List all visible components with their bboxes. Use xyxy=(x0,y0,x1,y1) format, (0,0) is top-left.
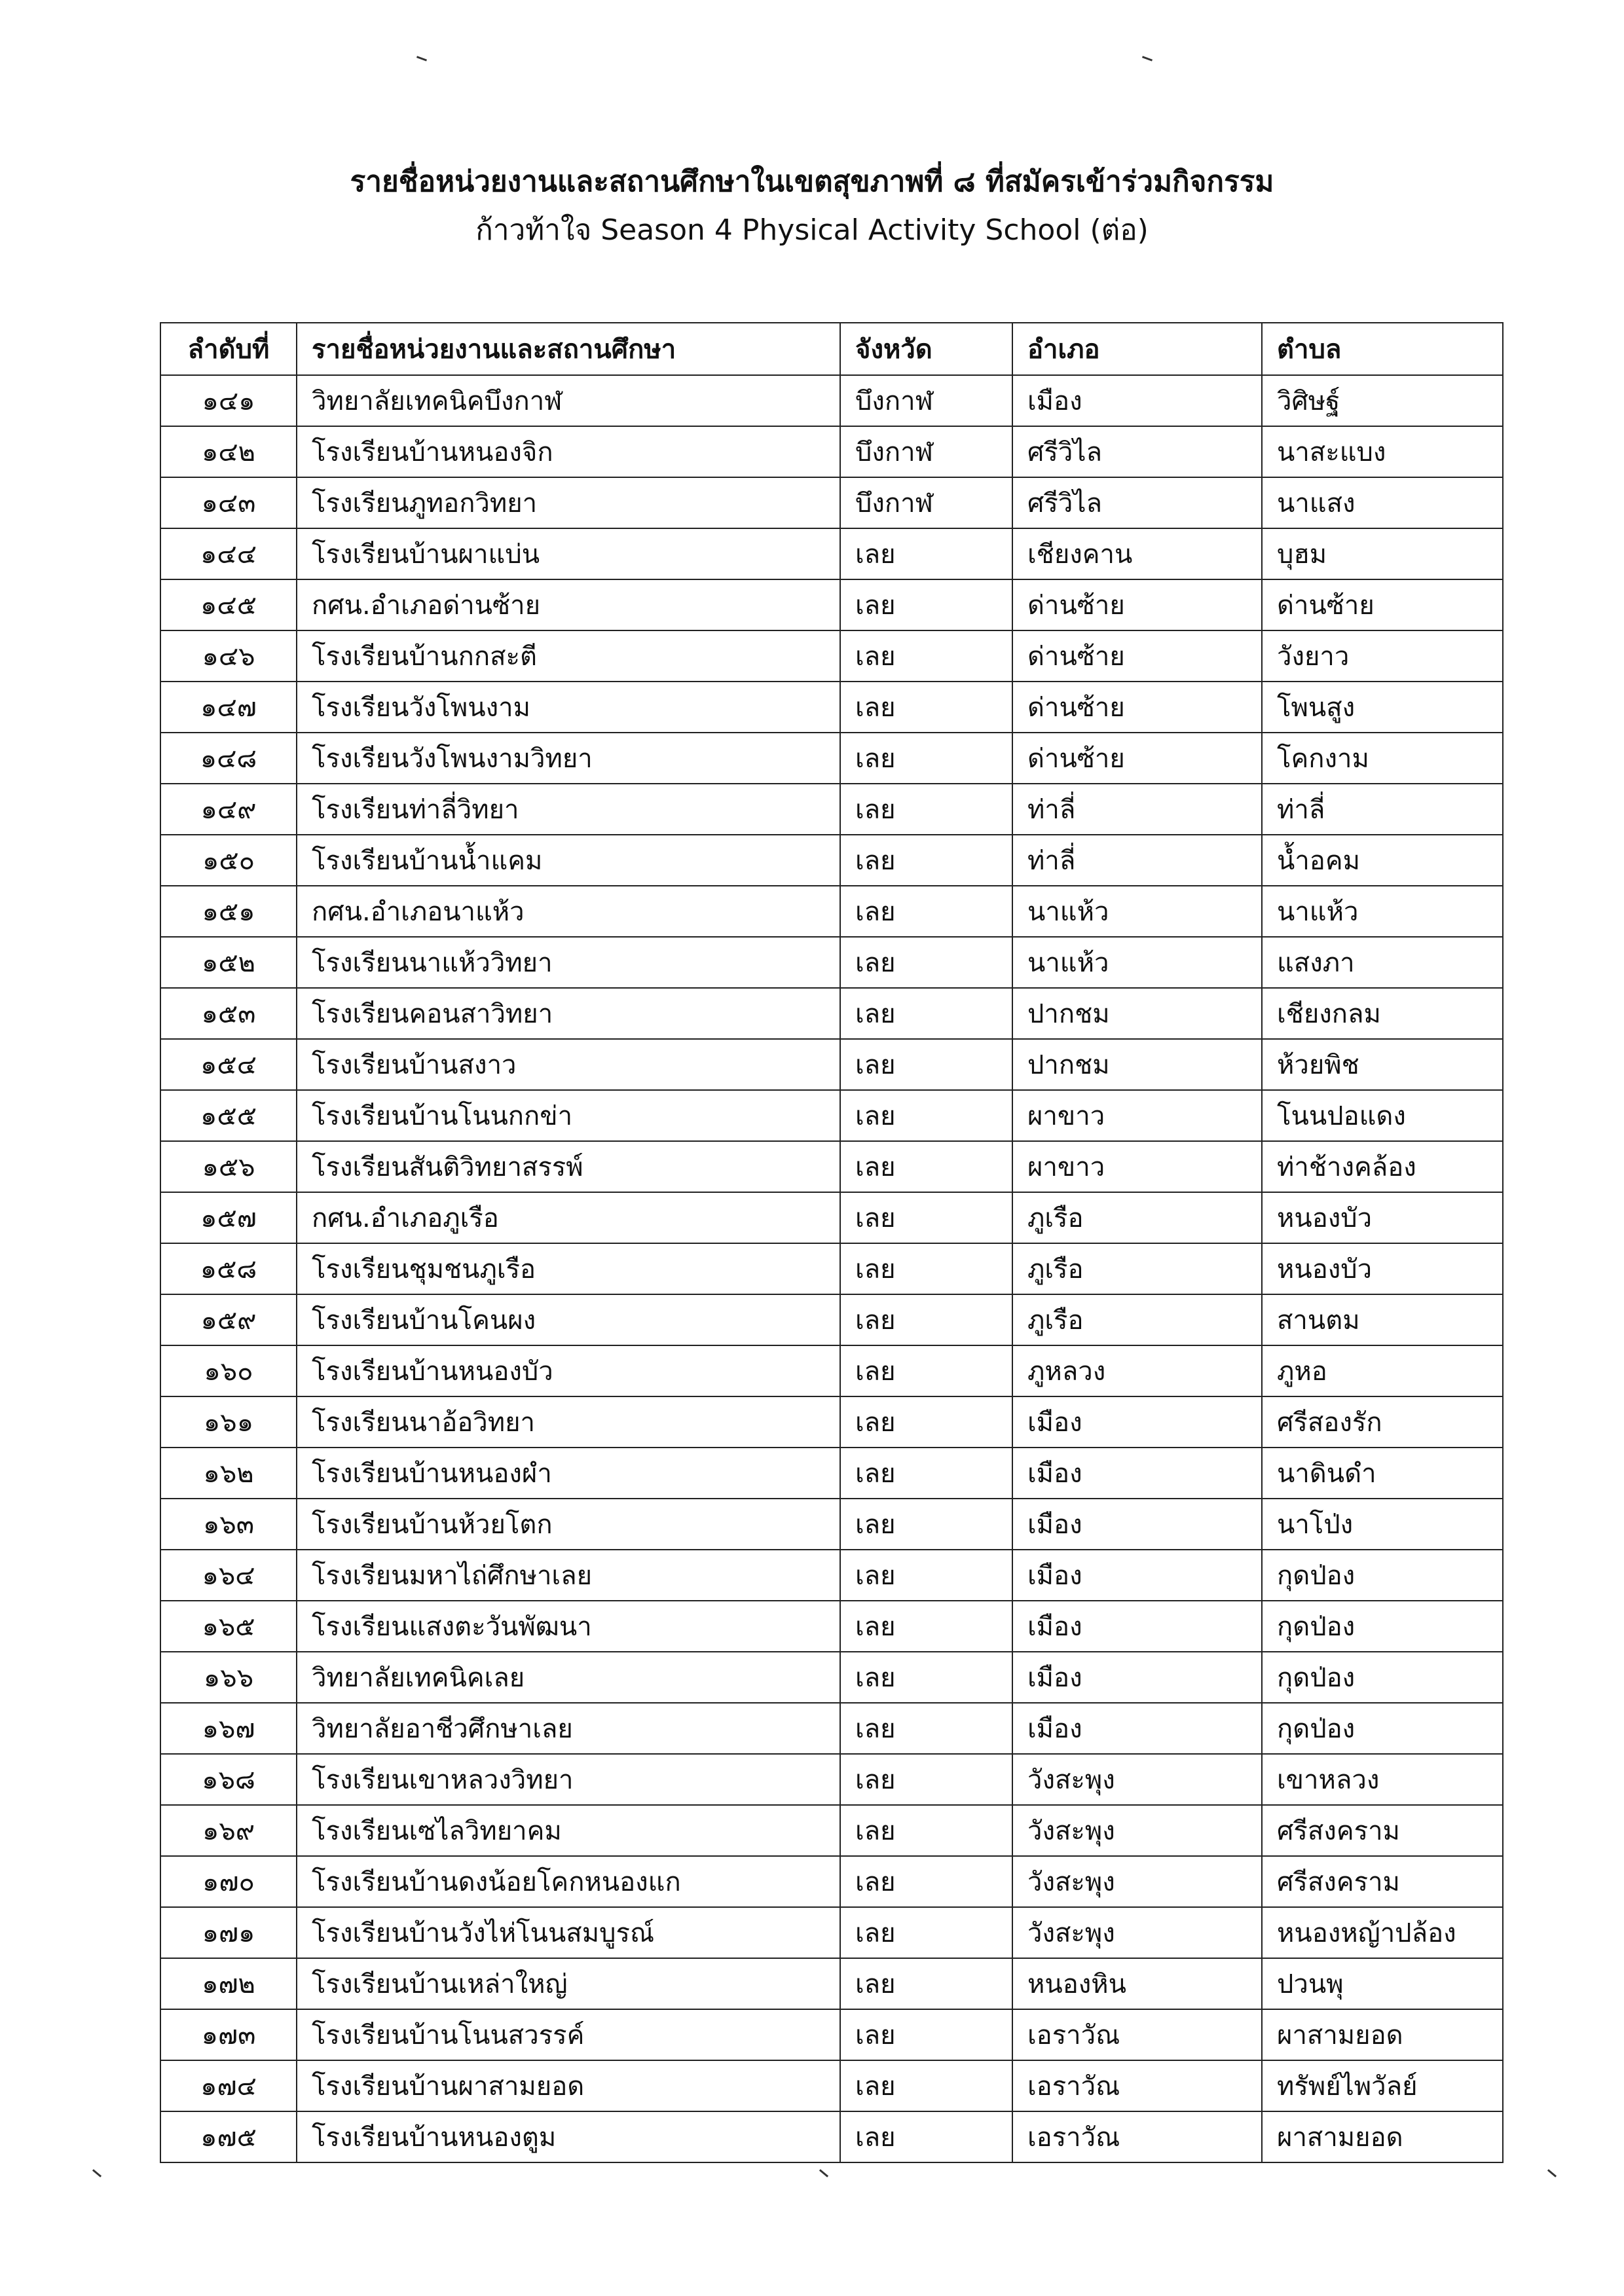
header-subdistrict: ตำบล xyxy=(1262,323,1503,375)
table-row xyxy=(160,375,1503,426)
province-cell: เลย xyxy=(840,1550,1012,1601)
table-row xyxy=(160,1192,1503,1243)
table-row xyxy=(160,426,1503,477)
order-number-cell: ๑๔๕ xyxy=(160,579,297,630)
order-number-cell: ๑๗๒ xyxy=(160,1958,297,2009)
subdistrict-cell: ผาสามยอด xyxy=(1262,2111,1503,2162)
organization-name-cell: วิทยาลัยอาชีวศึกษาเลย xyxy=(297,1703,840,1754)
order-number-cell: ๑๔๑ xyxy=(160,375,297,426)
district-cell: ปากชม xyxy=(1012,1039,1262,1090)
table-row xyxy=(160,988,1503,1039)
order-number-cell: ๑๕๔ xyxy=(160,1039,297,1090)
subdistrict-cell: ศรีสองรัก xyxy=(1262,1396,1503,1448)
province-cell: เลย xyxy=(840,1396,1012,1448)
subdistrict-cell: วังยาว xyxy=(1262,630,1503,682)
table-row xyxy=(160,1090,1503,1141)
province-cell: เลย xyxy=(840,528,1012,579)
district-cell: ท่าลี่ xyxy=(1012,784,1262,835)
province-cell: เลย xyxy=(840,937,1012,988)
table-row xyxy=(160,1345,1503,1396)
header-district: อำเภอ xyxy=(1012,323,1262,375)
order-number-cell: ๑๔๗ xyxy=(160,682,297,733)
table-row xyxy=(160,2111,1503,2162)
scan-mark-top-left xyxy=(416,56,427,61)
subdistrict-cell: ภูหอ xyxy=(1262,1345,1503,1396)
document-subtitle: ก้าวท้าใจ Season 4 Physical Activity School (ต่อ) xyxy=(475,213,1149,247)
organization-name-cell: โรงเรียนวังโพนงาม xyxy=(297,682,840,733)
organization-name-cell: โรงเรียนสันติวิทยาสรรพ์ xyxy=(297,1141,840,1192)
order-number-cell: ๑๖๕ xyxy=(160,1601,297,1652)
table-row xyxy=(160,1141,1503,1192)
organization-name-cell: โรงเรียนบ้านวังไห่โนนสมบูรณ์ xyxy=(297,1907,840,1958)
subdistrict-cell: นาสะแบง xyxy=(1262,426,1503,477)
organization-name-cell: โรงเรียนบ้านดงน้อยโคกหนองแก xyxy=(297,1856,840,1907)
table-row xyxy=(160,1754,1503,1805)
organization-name-cell: โรงเรียนมหาไถ่ศึกษาเลย xyxy=(297,1550,840,1601)
district-cell: เมือง xyxy=(1012,1448,1262,1499)
organization-name-cell: โรงเรียนคอนสาวิทยา xyxy=(297,988,840,1039)
subdistrict-cell: ด่านซ้าย xyxy=(1262,579,1503,630)
province-cell: เลย xyxy=(840,579,1012,630)
organization-name-cell: โรงเรียนบ้านโคนผง xyxy=(297,1294,840,1345)
organization-table xyxy=(160,322,1504,2163)
district-cell: นาแห้ว xyxy=(1012,937,1262,988)
province-cell: เลย xyxy=(840,1345,1012,1396)
district-cell: นาแห้ว xyxy=(1012,886,1262,937)
province-cell: เลย xyxy=(840,630,1012,682)
district-cell: เมือง xyxy=(1012,1550,1262,1601)
district-cell: เมือง xyxy=(1012,1499,1262,1550)
scan-mark-bottom-left xyxy=(92,2169,101,2178)
subdistrict-cell: บุฮม xyxy=(1262,528,1503,579)
district-cell: ภูเรือ xyxy=(1012,1192,1262,1243)
organization-name-cell: โรงเรียนเซไลวิทยาคม xyxy=(297,1805,840,1856)
subdistrict-cell: ศรีสงคราม xyxy=(1262,1805,1503,1856)
district-cell: ปากชม xyxy=(1012,988,1262,1039)
subdistrict-cell: กุดป่อง xyxy=(1262,1652,1503,1703)
order-number-cell: ๑๖๒ xyxy=(160,1448,297,1499)
subdistrict-cell: ท่าลี่ xyxy=(1262,784,1503,835)
subdistrict-cell: ห้วยพิช xyxy=(1262,1039,1503,1090)
subdistrict-cell: หนองบัว xyxy=(1262,1192,1503,1243)
province-cell: เลย xyxy=(840,1856,1012,1907)
order-number-cell: ๑๗๑ xyxy=(160,1907,297,1958)
district-cell: ด่านซ้าย xyxy=(1012,733,1262,784)
organization-name-cell: โรงเรียนบ้านหนองบัว xyxy=(297,1345,840,1396)
district-cell: ท่าลี่ xyxy=(1012,835,1262,886)
district-cell: เอราวัณ xyxy=(1012,2009,1262,2060)
organization-name-cell: โรงเรียนบ้านห้วยโตก xyxy=(297,1499,840,1550)
subdistrict-cell: โคกงาม xyxy=(1262,733,1503,784)
subdistrict-cell: นาโป่ง xyxy=(1262,1499,1503,1550)
table-row xyxy=(160,784,1503,835)
subdistrict-cell: แสงภา xyxy=(1262,937,1503,988)
organization-name-cell: โรงเรียนแสงตะวันพัฒนา xyxy=(297,1601,840,1652)
table-row xyxy=(160,682,1503,733)
province-cell: เลย xyxy=(840,682,1012,733)
district-cell: เมือง xyxy=(1012,1703,1262,1754)
province-cell: เลย xyxy=(840,988,1012,1039)
table-row xyxy=(160,2060,1503,2111)
district-cell: ศรีวิไล xyxy=(1012,426,1262,477)
province-cell: เลย xyxy=(840,784,1012,835)
subdistrict-cell: เชียงกลม xyxy=(1262,988,1503,1039)
organization-name-cell: โรงเรียนบ้านหนองผำ xyxy=(297,1448,840,1499)
scan-mark-bottom-middle xyxy=(819,2169,828,2178)
table-row xyxy=(160,1652,1503,1703)
order-number-cell: ๑๔๔ xyxy=(160,528,297,579)
organization-name-cell: โรงเรียนเขาหลวงวิทยา xyxy=(297,1754,840,1805)
subdistrict-cell: ปวนพุ xyxy=(1262,1958,1503,2009)
subdistrict-cell: นาดินดำ xyxy=(1262,1448,1503,1499)
order-number-cell: ๑๖๗ xyxy=(160,1703,297,1754)
organization-name-cell: โรงเรียนบ้านผาแบ่น xyxy=(297,528,840,579)
district-cell: ภูหลวง xyxy=(1012,1345,1262,1396)
subdistrict-cell: เขาหลวง xyxy=(1262,1754,1503,1805)
province-cell: เลย xyxy=(840,1039,1012,1090)
district-cell: ศรีวิไล xyxy=(1012,477,1262,528)
subdistrict-cell: น้ำอคม xyxy=(1262,835,1503,886)
order-number-cell: ๑๔๖ xyxy=(160,630,297,682)
order-number-cell: ๑๖๖ xyxy=(160,1652,297,1703)
province-cell: เลย xyxy=(840,733,1012,784)
order-number-cell: ๑๗๐ xyxy=(160,1856,297,1907)
order-number-cell: ๑๕๙ xyxy=(160,1294,297,1345)
district-cell: เชียงคาน xyxy=(1012,528,1262,579)
organization-name-cell: โรงเรียนชุมชนภูเรือ xyxy=(297,1243,840,1294)
order-number-cell: ๑๔๒ xyxy=(160,426,297,477)
district-cell: เมือง xyxy=(1012,1396,1262,1448)
order-number-cell: ๑๔๙ xyxy=(160,784,297,835)
table-row xyxy=(160,1805,1503,1856)
order-number-cell: ๑๗๓ xyxy=(160,2009,297,2060)
province-cell: เลย xyxy=(840,1294,1012,1345)
order-number-cell: ๑๖๓ xyxy=(160,1499,297,1550)
district-cell: ด่านซ้าย xyxy=(1012,682,1262,733)
district-cell: วังสะพุง xyxy=(1012,1754,1262,1805)
table-row xyxy=(160,886,1503,937)
order-number-cell: ๑๔๓ xyxy=(160,477,297,528)
order-number-cell: ๑๕๒ xyxy=(160,937,297,988)
subdistrict-cell: ศรีสงคราม xyxy=(1262,1856,1503,1907)
order-number-cell: ๑๖๐ xyxy=(160,1345,297,1396)
organization-name-cell: โรงเรียนท่าลี่วิทยา xyxy=(297,784,840,835)
header-order-number: ลำดับที่ xyxy=(160,323,297,375)
district-cell: ด่านซ้าย xyxy=(1012,579,1262,630)
order-number-cell: ๑๕๓ xyxy=(160,988,297,1039)
province-cell: เลย xyxy=(840,1090,1012,1141)
province-cell: เลย xyxy=(840,1141,1012,1192)
table-row xyxy=(160,528,1503,579)
table-row xyxy=(160,1958,1503,2009)
order-number-cell: ๑๕๕ xyxy=(160,1090,297,1141)
subdistrict-cell: ผาสามยอด xyxy=(1262,2009,1503,2060)
table-row xyxy=(160,477,1503,528)
province-cell: เลย xyxy=(840,2111,1012,2162)
order-number-cell: ๑๖๑ xyxy=(160,1396,297,1448)
district-cell: ผาขาว xyxy=(1012,1090,1262,1141)
table-body xyxy=(160,375,1503,2162)
order-number-cell: ๑๕๖ xyxy=(160,1141,297,1192)
header-province: จังหวัด xyxy=(840,323,1012,375)
subdistrict-cell: วิศิษฐ์ xyxy=(1262,375,1503,426)
subdistrict-cell: นาแห้ว xyxy=(1262,886,1503,937)
table-row xyxy=(160,630,1503,682)
table-row xyxy=(160,579,1503,630)
district-cell: เมือง xyxy=(1012,375,1262,426)
subdistrict-cell: โพนสูง xyxy=(1262,682,1503,733)
document-title: รายชื่อหน่วยงานและสถานศึกษาในเขตสุขภาพที่ ๘ ที่สมัครเข้าร่วมกิจกรรม xyxy=(350,165,1274,198)
province-cell: เลย xyxy=(840,1243,1012,1294)
organization-name-cell: โรงเรียนบ้านน้ำแคม xyxy=(297,835,840,886)
subdistrict-cell: สานตม xyxy=(1262,1294,1503,1345)
organization-name-cell: กศน.อำเภอนาแห้ว xyxy=(297,886,840,937)
order-number-cell: ๑๖๘ xyxy=(160,1754,297,1805)
district-cell: วังสะพุง xyxy=(1012,1907,1262,1958)
scan-mark-bottom-right xyxy=(1547,2169,1557,2178)
organization-name-cell: โรงเรียนบ้านโนนกกข่า xyxy=(297,1090,840,1141)
province-cell: เลย xyxy=(840,835,1012,886)
district-cell: ผาขาว xyxy=(1012,1141,1262,1192)
district-cell: หนองหิน xyxy=(1012,1958,1262,2009)
table-row xyxy=(160,1499,1503,1550)
province-cell: บึงกาฬ xyxy=(840,375,1012,426)
province-cell: เลย xyxy=(840,2060,1012,2111)
organization-name-cell: กศน.อำเภอด่านซ้าย xyxy=(297,579,840,630)
province-cell: บึงกาฬ xyxy=(840,426,1012,477)
organization-name-cell: โรงเรียนภูทอกวิทยา xyxy=(297,477,840,528)
subdistrict-cell: ทรัพย์ไพวัลย์ xyxy=(1262,2060,1503,2111)
province-cell: เลย xyxy=(840,1192,1012,1243)
organization-name-cell: วิทยาลัยเทคนิคบึงกาฬ xyxy=(297,375,840,426)
table-row xyxy=(160,1601,1503,1652)
subdistrict-cell: หนองหญ้าปล้อง xyxy=(1262,1907,1503,1958)
table-row xyxy=(160,937,1503,988)
table-row xyxy=(160,1703,1503,1754)
table-header-row xyxy=(160,323,1503,375)
organization-name-cell: วิทยาลัยเทคนิคเลย xyxy=(297,1652,840,1703)
subdistrict-cell: ท่าช้างคล้อง xyxy=(1262,1141,1503,1192)
district-cell: ภูเรือ xyxy=(1012,1243,1262,1294)
organization-name-cell: โรงเรียนบ้านผาสามยอด xyxy=(297,2060,840,2111)
province-cell: เลย xyxy=(840,1703,1012,1754)
table-row xyxy=(160,1243,1503,1294)
province-cell: เลย xyxy=(840,1601,1012,1652)
organization-name-cell: โรงเรียนบ้านหนองตูม xyxy=(297,2111,840,2162)
province-cell: เลย xyxy=(840,1499,1012,1550)
table-row xyxy=(160,2009,1503,2060)
organization-name-cell: โรงเรียนบ้านกกสะตี xyxy=(297,630,840,682)
province-cell: เลย xyxy=(840,1652,1012,1703)
order-number-cell: ๑๕๘ xyxy=(160,1243,297,1294)
organization-name-cell: โรงเรียนบ้านเหล่าใหญ่ xyxy=(297,1958,840,2009)
table-row xyxy=(160,1907,1503,1958)
province-cell: เลย xyxy=(840,1754,1012,1805)
order-number-cell: ๑๖๙ xyxy=(160,1805,297,1856)
district-cell: เมือง xyxy=(1012,1601,1262,1652)
organization-name-cell: โรงเรียนวังโพนงามวิทยา xyxy=(297,733,840,784)
table-row xyxy=(160,1856,1503,1907)
order-number-cell: ๑๕๑ xyxy=(160,886,297,937)
table-row xyxy=(160,733,1503,784)
table-row xyxy=(160,1294,1503,1345)
order-number-cell: ๑๕๐ xyxy=(160,835,297,886)
subdistrict-cell: โนนปอแดง xyxy=(1262,1090,1503,1141)
subdistrict-cell: กุดป่อง xyxy=(1262,1703,1503,1754)
organization-name-cell: โรงเรียนนาแห้ววิทยา xyxy=(297,937,840,988)
order-number-cell: ๑๔๘ xyxy=(160,733,297,784)
subdistrict-cell: นาแสง xyxy=(1262,477,1503,528)
organization-name-cell: โรงเรียนบ้านโนนสวรรค์ xyxy=(297,2009,840,2060)
order-number-cell: ๑๗๕ xyxy=(160,2111,297,2162)
province-cell: เลย xyxy=(840,1958,1012,2009)
province-cell: บึงกาฬ xyxy=(840,477,1012,528)
province-cell: เลย xyxy=(840,886,1012,937)
district-cell: วังสะพุง xyxy=(1012,1805,1262,1856)
organization-name-cell: กศน.อำเภอภูเรือ xyxy=(297,1192,840,1243)
table-row xyxy=(160,1039,1503,1090)
province-cell: เลย xyxy=(840,1805,1012,1856)
district-cell: เมือง xyxy=(1012,1652,1262,1703)
order-number-cell: ๑๖๔ xyxy=(160,1550,297,1601)
order-number-cell: ๑๕๗ xyxy=(160,1192,297,1243)
province-cell: เลย xyxy=(840,2009,1012,2060)
table-row xyxy=(160,835,1503,886)
header-organization-name: รายชื่อหน่วยงานและสถานศึกษา xyxy=(297,323,840,375)
order-number-cell: ๑๗๔ xyxy=(160,2060,297,2111)
district-cell: ภูเรือ xyxy=(1012,1294,1262,1345)
table-row xyxy=(160,1448,1503,1499)
organization-name-cell: โรงเรียนบ้านหนองจิก xyxy=(297,426,840,477)
table-row xyxy=(160,1396,1503,1448)
table-row xyxy=(160,1550,1503,1601)
province-cell: เลย xyxy=(840,1907,1012,1958)
district-cell: เอราวัณ xyxy=(1012,2111,1262,2162)
organization-name-cell: โรงเรียนบ้านสงาว xyxy=(297,1039,840,1090)
province-cell: เลย xyxy=(840,1448,1012,1499)
subdistrict-cell: กุดป่อง xyxy=(1262,1550,1503,1601)
district-cell: วังสะพุง xyxy=(1012,1856,1262,1907)
scan-mark-top-right xyxy=(1142,56,1153,61)
organization-name-cell: โรงเรียนนาอ้อวิทยา xyxy=(297,1396,840,1448)
district-cell: ด่านซ้าย xyxy=(1012,630,1262,682)
subdistrict-cell: กุดป่อง xyxy=(1262,1601,1503,1652)
subdistrict-cell: หนองบัว xyxy=(1262,1243,1503,1294)
district-cell: เอราวัณ xyxy=(1012,2060,1262,2111)
